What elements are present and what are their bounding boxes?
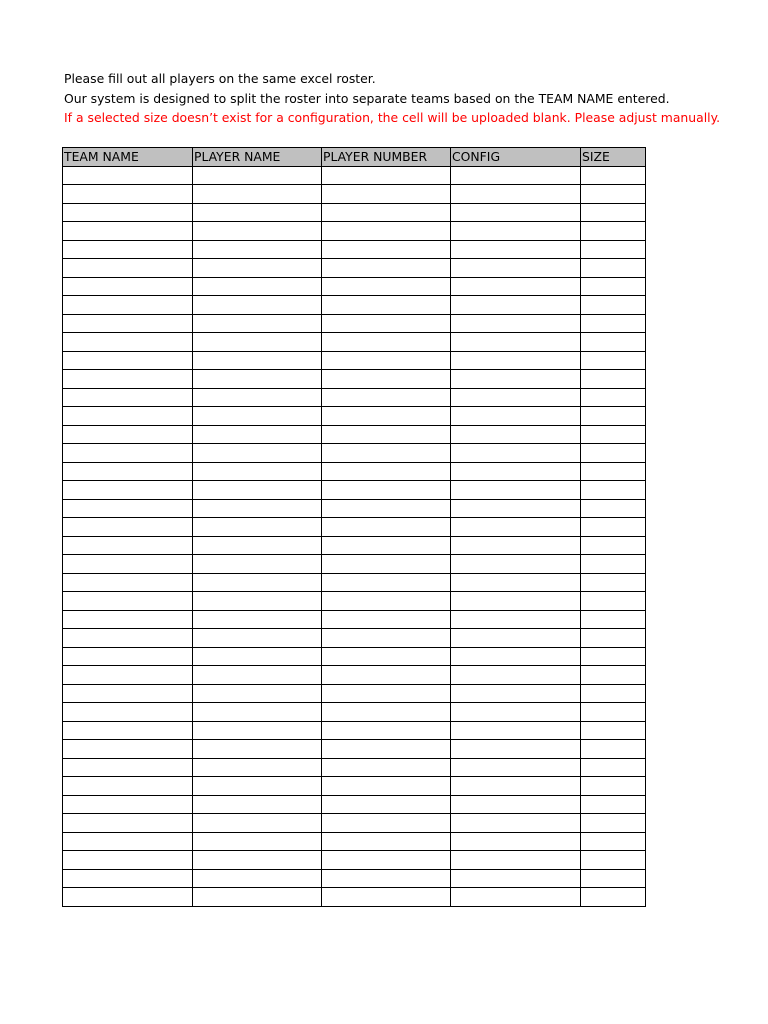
size-cell[interactable] [581, 555, 646, 574]
table-row [63, 370, 646, 389]
size-cell[interactable] [581, 222, 646, 241]
team-name-cell[interactable] [63, 573, 193, 592]
size-cell[interactable] [581, 481, 646, 500]
player-number-cell[interactable] [322, 832, 451, 851]
player-name-cell[interactable] [193, 444, 322, 463]
player-number-cell[interactable] [322, 703, 451, 722]
team-name-cell[interactable] [63, 851, 193, 870]
size-cell[interactable] [581, 314, 646, 333]
team-name-cell[interactable] [63, 592, 193, 611]
player-number-cell[interactable] [322, 203, 451, 222]
config-cell[interactable] [451, 518, 581, 537]
player-number-cell[interactable] [322, 888, 451, 907]
config-cell[interactable] [451, 333, 581, 352]
player-number-cell[interactable] [322, 684, 451, 703]
table-row [63, 536, 646, 555]
size-cell[interactable] [581, 240, 646, 259]
player-number-cell[interactable] [322, 721, 451, 740]
player-name-cell[interactable] [193, 166, 322, 185]
team-name-cell[interactable] [63, 370, 193, 389]
player-name-cell[interactable] [193, 351, 322, 370]
team-name-cell[interactable] [63, 832, 193, 851]
config-cell[interactable] [451, 481, 581, 500]
player-number-cell[interactable] [322, 610, 451, 629]
table-row [63, 610, 646, 629]
size-cell[interactable] [581, 666, 646, 685]
team-name-cell[interactable] [63, 388, 193, 407]
table-row [63, 758, 646, 777]
team-name-cell[interactable] [63, 296, 193, 315]
team-name-cell[interactable] [63, 703, 193, 722]
player-name-cell[interactable] [193, 259, 322, 278]
size-cell[interactable] [581, 592, 646, 611]
team-name-cell[interactable] [63, 481, 193, 500]
config-cell[interactable] [451, 388, 581, 407]
size-cell[interactable] [581, 259, 646, 278]
table-row [63, 629, 646, 648]
player-name-cell[interactable] [193, 333, 322, 352]
size-cell[interactable] [581, 499, 646, 518]
table-row [63, 647, 646, 666]
table-row [63, 166, 646, 185]
team-name-cell[interactable] [63, 629, 193, 648]
table-row [63, 888, 646, 907]
config-cell[interactable] [451, 740, 581, 759]
team-name-cell[interactable] [63, 185, 193, 204]
player-name-cell[interactable] [193, 370, 322, 389]
player-name-cell[interactable] [193, 222, 322, 241]
config-cell[interactable] [451, 851, 581, 870]
player-name-cell[interactable] [193, 869, 322, 888]
config-cell[interactable] [451, 314, 581, 333]
size-cell[interactable] [581, 444, 646, 463]
team-name-cell[interactable] [63, 277, 193, 296]
table-row [63, 259, 646, 278]
size-cell[interactable] [581, 296, 646, 315]
player-number-cell[interactable] [322, 869, 451, 888]
team-name-cell[interactable] [63, 203, 193, 222]
player-number-cell[interactable] [322, 629, 451, 648]
header-player-number[interactable]: PLAYER NUMBER [322, 148, 451, 167]
team-name-cell[interactable] [63, 684, 193, 703]
team-name-cell[interactable] [63, 333, 193, 352]
config-cell[interactable] [451, 666, 581, 685]
team-name-cell[interactable] [63, 610, 193, 629]
player-name-cell[interactable] [193, 240, 322, 259]
player-name-cell[interactable] [193, 721, 322, 740]
player-name-cell[interactable] [193, 185, 322, 204]
player-number-cell[interactable] [322, 499, 451, 518]
player-name-cell[interactable] [193, 684, 322, 703]
player-number-cell[interactable] [322, 259, 451, 278]
config-cell[interactable] [451, 555, 581, 574]
size-cell[interactable] [581, 277, 646, 296]
table-row [63, 832, 646, 851]
player-number-cell[interactable] [322, 481, 451, 500]
team-name-cell[interactable] [63, 425, 193, 444]
size-cell[interactable] [581, 795, 646, 814]
config-cell[interactable] [451, 795, 581, 814]
table-row [63, 555, 646, 574]
config-cell[interactable] [451, 351, 581, 370]
size-cell[interactable] [581, 388, 646, 407]
config-cell[interactable] [451, 703, 581, 722]
header-size[interactable]: SIZE [581, 148, 646, 167]
config-cell[interactable] [451, 370, 581, 389]
config-cell[interactable] [451, 610, 581, 629]
player-number-cell[interactable] [322, 351, 451, 370]
player-name-cell[interactable] [193, 832, 322, 851]
table-row [63, 203, 646, 222]
config-cell[interactable] [451, 647, 581, 666]
size-cell[interactable] [581, 684, 646, 703]
table-row [63, 703, 646, 722]
table-row [63, 592, 646, 611]
team-name-cell[interactable] [63, 777, 193, 796]
player-name-cell[interactable] [193, 555, 322, 574]
header-config[interactable]: CONFIG [451, 148, 581, 167]
player-number-cell[interactable] [322, 185, 451, 204]
table-row [63, 869, 646, 888]
player-number-cell[interactable] [322, 740, 451, 759]
player-number-cell[interactable] [322, 758, 451, 777]
config-cell[interactable] [451, 629, 581, 648]
header-row [63, 148, 646, 167]
size-cell[interactable] [581, 832, 646, 851]
config-cell[interactable] [451, 592, 581, 611]
team-name-cell[interactable] [63, 647, 193, 666]
player-number-cell[interactable] [322, 407, 451, 426]
team-name-cell[interactable] [63, 314, 193, 333]
team-name-cell[interactable] [63, 536, 193, 555]
team-name-cell[interactable] [63, 888, 193, 907]
player-name-cell[interactable] [193, 573, 322, 592]
config-cell[interactable] [451, 166, 581, 185]
table-row [63, 462, 646, 481]
config-cell[interactable] [451, 832, 581, 851]
table-row [63, 518, 646, 537]
team-name-cell[interactable] [63, 499, 193, 518]
config-cell[interactable] [451, 296, 581, 315]
size-cell[interactable] [581, 777, 646, 796]
player-name-cell[interactable] [193, 481, 322, 500]
config-cell[interactable] [451, 240, 581, 259]
player-name-cell[interactable] [193, 703, 322, 722]
player-number-cell[interactable] [322, 314, 451, 333]
player-name-cell[interactable] [193, 536, 322, 555]
player-number-cell[interactable] [322, 462, 451, 481]
team-name-cell[interactable] [63, 721, 193, 740]
table-row [63, 407, 646, 426]
player-number-cell[interactable] [322, 370, 451, 389]
player-name-cell[interactable] [193, 629, 322, 648]
size-cell[interactable] [581, 888, 646, 907]
player-name-cell[interactable] [193, 666, 322, 685]
size-cell[interactable] [581, 462, 646, 481]
player-name-cell[interactable] [193, 425, 322, 444]
table-row [63, 296, 646, 315]
player-number-cell[interactable] [322, 555, 451, 574]
team-name-cell[interactable] [63, 518, 193, 537]
player-name-cell[interactable] [193, 388, 322, 407]
instruction-line-1: Please fill out all players on the same excel roster. [64, 71, 376, 86]
player-name-cell[interactable] [193, 203, 322, 222]
player-name-cell[interactable] [193, 814, 322, 833]
team-name-cell[interactable] [63, 407, 193, 426]
player-name-cell[interactable] [193, 296, 322, 315]
size-cell[interactable] [581, 518, 646, 537]
player-number-cell[interactable] [322, 592, 451, 611]
size-cell[interactable] [581, 610, 646, 629]
table-row [63, 777, 646, 796]
size-cell[interactable] [581, 536, 646, 555]
player-name-cell[interactable] [193, 314, 322, 333]
config-cell[interactable] [451, 888, 581, 907]
player-number-cell[interactable] [322, 166, 451, 185]
player-number-cell[interactable] [322, 814, 451, 833]
config-cell[interactable] [451, 444, 581, 463]
instruction-line-2: Our system is designed to split the roster into separate teams based on the TEAM NAME entered. [64, 91, 670, 106]
config-cell[interactable] [451, 203, 581, 222]
player-number-cell[interactable] [322, 425, 451, 444]
player-number-cell[interactable] [322, 277, 451, 296]
config-cell[interactable] [451, 758, 581, 777]
player-number-cell[interactable] [322, 573, 451, 592]
size-cell[interactable] [581, 629, 646, 648]
config-cell[interactable] [451, 277, 581, 296]
player-name-cell[interactable] [193, 758, 322, 777]
table-row [63, 740, 646, 759]
size-cell[interactable] [581, 740, 646, 759]
team-name-cell[interactable] [63, 259, 193, 278]
player-name-cell[interactable] [193, 518, 322, 537]
table-row [63, 388, 646, 407]
table-row [63, 684, 646, 703]
player-number-cell[interactable] [322, 240, 451, 259]
size-cell[interactable] [581, 647, 646, 666]
size-cell[interactable] [581, 425, 646, 444]
table-row [63, 851, 646, 870]
config-cell[interactable] [451, 869, 581, 888]
size-cell[interactable] [581, 351, 646, 370]
team-name-cell[interactable] [63, 444, 193, 463]
table-row [63, 444, 646, 463]
size-cell[interactable] [581, 851, 646, 870]
player-name-cell[interactable] [193, 851, 322, 870]
config-cell[interactable] [451, 462, 581, 481]
table-row [63, 222, 646, 241]
player-number-cell[interactable] [322, 222, 451, 241]
player-name-cell[interactable] [193, 277, 322, 296]
size-cell[interactable] [581, 370, 646, 389]
player-number-cell[interactable] [322, 795, 451, 814]
config-cell[interactable] [451, 536, 581, 555]
config-cell[interactable] [451, 259, 581, 278]
size-cell[interactable] [581, 573, 646, 592]
table-row [63, 666, 646, 685]
size-cell[interactable] [581, 703, 646, 722]
table-row [63, 721, 646, 740]
player-number-cell[interactable] [322, 388, 451, 407]
team-name-cell[interactable] [63, 240, 193, 259]
table-row [63, 333, 646, 352]
team-name-cell[interactable] [63, 222, 193, 241]
player-name-cell[interactable] [193, 499, 322, 518]
team-name-cell[interactable] [63, 351, 193, 370]
config-cell[interactable] [451, 185, 581, 204]
player-name-cell[interactable] [193, 647, 322, 666]
table-row [63, 795, 646, 814]
config-cell[interactable] [451, 425, 581, 444]
player-name-cell[interactable] [193, 592, 322, 611]
player-name-cell[interactable] [193, 462, 322, 481]
config-cell[interactable] [451, 573, 581, 592]
config-cell[interactable] [451, 814, 581, 833]
table-row [63, 351, 646, 370]
size-cell[interactable] [581, 814, 646, 833]
table-row [63, 240, 646, 259]
player-number-cell[interactable] [322, 647, 451, 666]
player-number-cell[interactable] [322, 444, 451, 463]
team-name-cell[interactable] [63, 795, 193, 814]
config-cell[interactable] [451, 222, 581, 241]
size-cell[interactable] [581, 758, 646, 777]
size-cell[interactable] [581, 166, 646, 185]
player-name-cell[interactable] [193, 407, 322, 426]
table-row [63, 425, 646, 444]
size-cell[interactable] [581, 407, 646, 426]
table-row [63, 185, 646, 204]
player-number-cell[interactable] [322, 536, 451, 555]
team-name-cell[interactable] [63, 814, 193, 833]
player-name-cell[interactable] [193, 610, 322, 629]
table-row [63, 277, 646, 296]
config-cell[interactable] [451, 777, 581, 796]
table-row [63, 314, 646, 333]
header-player-name[interactable]: PLAYER NAME [193, 148, 322, 167]
size-cell[interactable] [581, 721, 646, 740]
player-number-cell[interactable] [322, 333, 451, 352]
player-name-cell[interactable] [193, 777, 322, 796]
player-name-cell[interactable] [193, 888, 322, 907]
roster-table [62, 147, 646, 907]
size-cell[interactable] [581, 203, 646, 222]
player-name-cell[interactable] [193, 740, 322, 759]
team-name-cell[interactable] [63, 166, 193, 185]
team-name-cell[interactable] [63, 462, 193, 481]
team-name-cell[interactable] [63, 758, 193, 777]
player-number-cell[interactable] [322, 296, 451, 315]
player-name-cell[interactable] [193, 795, 322, 814]
size-cell[interactable] [581, 333, 646, 352]
table-row [63, 814, 646, 833]
table-row [63, 481, 646, 500]
config-cell[interactable] [451, 721, 581, 740]
table-row [63, 499, 646, 518]
size-cell[interactable] [581, 869, 646, 888]
team-name-cell[interactable] [63, 740, 193, 759]
player-number-cell[interactable] [322, 518, 451, 537]
roster-body [63, 166, 646, 906]
player-number-cell[interactable] [322, 851, 451, 870]
config-cell[interactable] [451, 499, 581, 518]
team-name-cell[interactable] [63, 666, 193, 685]
size-cell[interactable] [581, 185, 646, 204]
team-name-cell[interactable] [63, 555, 193, 574]
table-row [63, 573, 646, 592]
team-name-cell[interactable] [63, 869, 193, 888]
player-number-cell[interactable] [322, 666, 451, 685]
warning-line: If a selected size doesn’t exist for a configuration, the cell will be uploaded blank. Please adjust manually. [64, 110, 721, 125]
config-cell[interactable] [451, 684, 581, 703]
player-number-cell[interactable] [322, 777, 451, 796]
config-cell[interactable] [451, 407, 581, 426]
header-team-name[interactable]: TEAM NAME [63, 148, 193, 167]
